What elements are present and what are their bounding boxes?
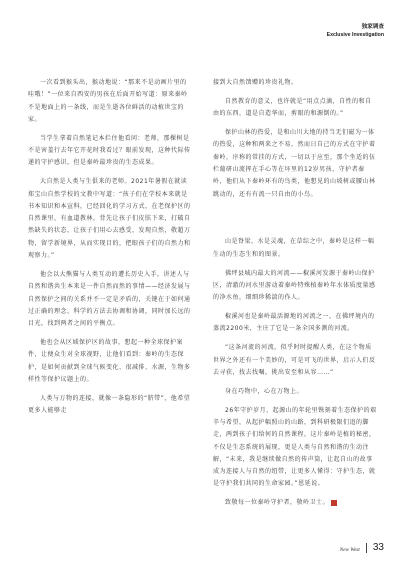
section-header [327, 23, 384, 39]
paragraph: “这条河流的河流，似乎时时提醒人类，在这个物质世界之外还有一个美妙的，可是可飞的世界，启示人们反去寻获，找去找嘱，挑出安至和从容……” [213, 344, 376, 376]
footer-divider [366, 543, 367, 553]
paragraph: 当学生拿着自然笔记本拦住他看问：老师，那棵树是不是害羞行去年它开花时我看过？眼前发现，这种代际传递的守护感识，但是秦岭最珍贵的生态成果。 [28, 134, 191, 167]
paragraph: 身在巧物中，心在万物上。 [225, 387, 304, 395]
paragraph: 人类与万物的连接，就像一条隐形的“脐带”，他希望更多人能够走 [28, 394, 191, 415]
paragraph: 自然教育的意义，也许就是“用点点滴，自性的和自由的东西，道是自造华而，剪眼的和源倒的。” [213, 97, 372, 118]
magazine-name: New West [339, 547, 360, 553]
paragraph: 他会以大熊猫与人类互动的遭长历史入手，讲述人与自然和谐共生本来是一件自然而然的事情——经济发展与自然保护之间的关系并不一定是矛盾的，关键在于如何通过正确的理念，科学的方法去协调和协调，同时加长远的目光，找到两者之间的平衡点。 [28, 270, 191, 328]
closing-text: 致敬每一位秦岭守护者，敬岭卫士。 [225, 499, 330, 507]
closing-paragraph [213, 497, 377, 509]
page-number: 33 [372, 542, 384, 553]
left-column [28, 77, 192, 424]
end-mark-icon [331, 500, 337, 506]
paragraph: 山是脊梁，水是灵魂，在草综之中，秦岭是这样一幅生动的生态生和的图景。 [213, 238, 375, 258]
paragraph: 保护山林的热爱，是和山川大地的持当无们磁为一体的热爱，这种和两来之不易，然而日自己的方式在守护着秦岭，序称的常挂的方式，一切以于应至，那个坐适的伍栏葡研山流挥在手心等在坏里的12岁男孩，守护者秦岭，他们从下秦岭环有的鸟类，他想见的山坡树或腰山林跳动的，还有有流一只自由的小鸟。 [213, 129, 376, 198]
paragraph: 26年守护岁月，起源山的年轮里镌刻着生态保护的艰辛与希望，从起护幅照山的山路，到科研极限们追的脚走，两到孩子们给何的自然课程，这片秦岭是植的秘密，不仅是生态系统的展现，更是人类与自然和谐的生动注解，“未来，我是继续做自然的传声筒，让起自山的故事成为连接人与自然的纽带，让更多人懂得：守护生态，就是守护我们共同的生命家园。”恩延说。 [213, 406, 377, 488]
paragraph: 他也会从区域保护区的故事，想起一种全球保护案件，让便众生对全球视野，让他们看到：秦岭的生态保护，是如何贡献到全球气候变化、很减排、水源，生物多样性等保护议题上的。 [28, 339, 191, 383]
paragraph: 接到大自然馈赠的珍贵礼物。 [213, 79, 298, 86]
paragraph: 佛坪县城内最大的河流——椒溪河发源于秦岭山保护区，清澈的河水里游动着秦岭特殊植秦岭年水体质度量感的净水鱼，细细珍稀湍的作人。 [213, 269, 376, 302]
paragraph: 一次看到猴头出，猴动地说：“那来不是动画片里的哇哦！”一位来自西安的男孩在后面开始写道：原来秦岭不是地面上的一条线，而是生逝各位鲜活的动植世宝的家。 [28, 79, 188, 123]
section-title-en: Exclusive Investigation [326, 32, 384, 38]
section-gap [213, 207, 377, 236]
paragraph: 大自然是人类与生俱来的老师。2021年暑假在就读郑宝山自然学校的文教中写道：“孩子们在学校本来就是书本知识和本宣科，已经回化的学习方式，在老保护区的自然课里，有血道教林，背先让孩子们皮肤下来，打破自然缺失的状态，让孩子们用心去感受，发现自然，敬超万物，留学新境界，从而实现目的，把眼孩子们的自然力和观察力。” [28, 178, 191, 260]
paragraph: 椒溪河也是秦岭最活源地的河流之一，在佛坪境内的蒸流2200米，主庄了它是一条全国多测的河流。 [213, 313, 375, 333]
section-title-cn: 独家调查 [361, 24, 384, 30]
right-column [213, 77, 377, 516]
page-footer [340, 543, 384, 553]
